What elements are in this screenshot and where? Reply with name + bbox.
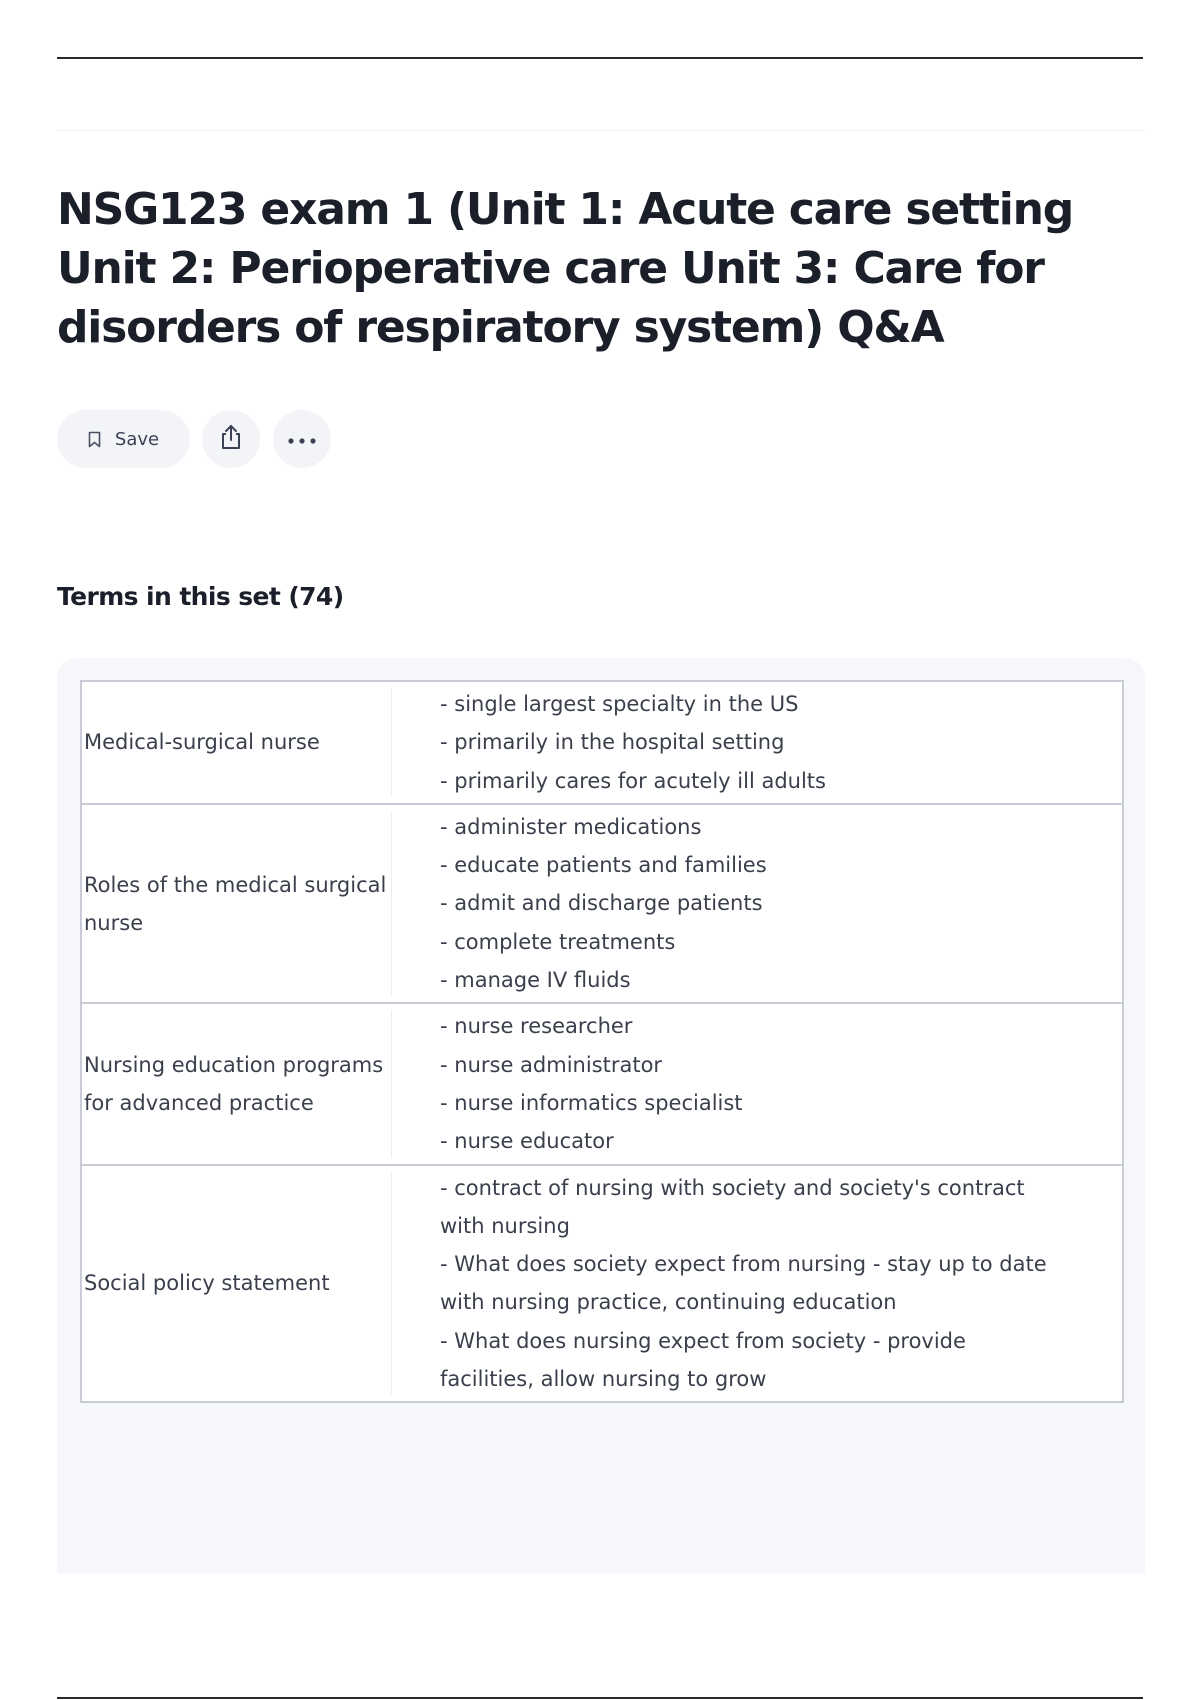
definition-line: - What does society expect from nursing - stay up to date with nursing practice, continuing education [440, 1252, 1047, 1315]
term-definition [392, 1166, 1122, 1402]
definition-line: - nurse informatics specialist [440, 1090, 743, 1115]
term-label: Nursing education programs for advanced practice [82, 1010, 392, 1157]
term-row [82, 1002, 1122, 1163]
definition-line: - educate patients and families [440, 853, 767, 878]
more-icon [287, 430, 317, 449]
share-icon [218, 423, 244, 455]
definition-line: - What does nursing expect from society - provide facilities, allow nursing to grow [440, 1328, 966, 1392]
save-label: Save [114, 428, 160, 450]
terms-table [80, 680, 1124, 1403]
term-label: Medical-surgical nurse [82, 688, 392, 797]
definition-line: - primarily cares for acutely ill adults [440, 768, 826, 793]
top-divider [57, 57, 1143, 59]
bookmark-icon [88, 431, 101, 448]
term-definition [392, 682, 1122, 803]
term-row [82, 1164, 1122, 1402]
definition-line: - contract of nursing with society and society's contract with nursing [440, 1175, 1025, 1238]
action-bar [57, 410, 344, 468]
more-options-button[interactable] [273, 410, 331, 468]
definition-line: - nurse educator [440, 1129, 614, 1154]
definition-line: - complete treatments [440, 929, 676, 954]
term-definition [392, 805, 1122, 1002]
definition-line: - primarily in the hospital setting [440, 730, 785, 755]
page-title: NSG123 exam 1 (Unit 1: Acute care setting Unit 2: Perioperative care Unit 3: Care for disorders of respiratory system) Q&A [57, 184, 1074, 353]
term-row [82, 803, 1122, 1002]
term-label: Social policy statement [82, 1172, 392, 1396]
terms-heading: Terms in this set (74) [57, 582, 344, 611]
definition-line: - administer medications [440, 814, 702, 839]
definition-line: - nurse administrator [440, 1052, 663, 1077]
definition-line: - nurse researcher [440, 1014, 633, 1039]
definition-line: - admit and discharge patients [440, 891, 763, 916]
term-definition [392, 1004, 1122, 1163]
share-button[interactable] [202, 410, 260, 468]
definition-line: - single largest specialty in the US [440, 692, 799, 716]
term-row [82, 682, 1122, 803]
term-label: Roles of the medical surgical nurse [82, 811, 392, 996]
header-divider [57, 130, 1145, 131]
save-button[interactable] [57, 410, 190, 468]
bottom-divider [57, 1697, 1143, 1699]
definition-line: - manage IV fluids [440, 968, 631, 993]
